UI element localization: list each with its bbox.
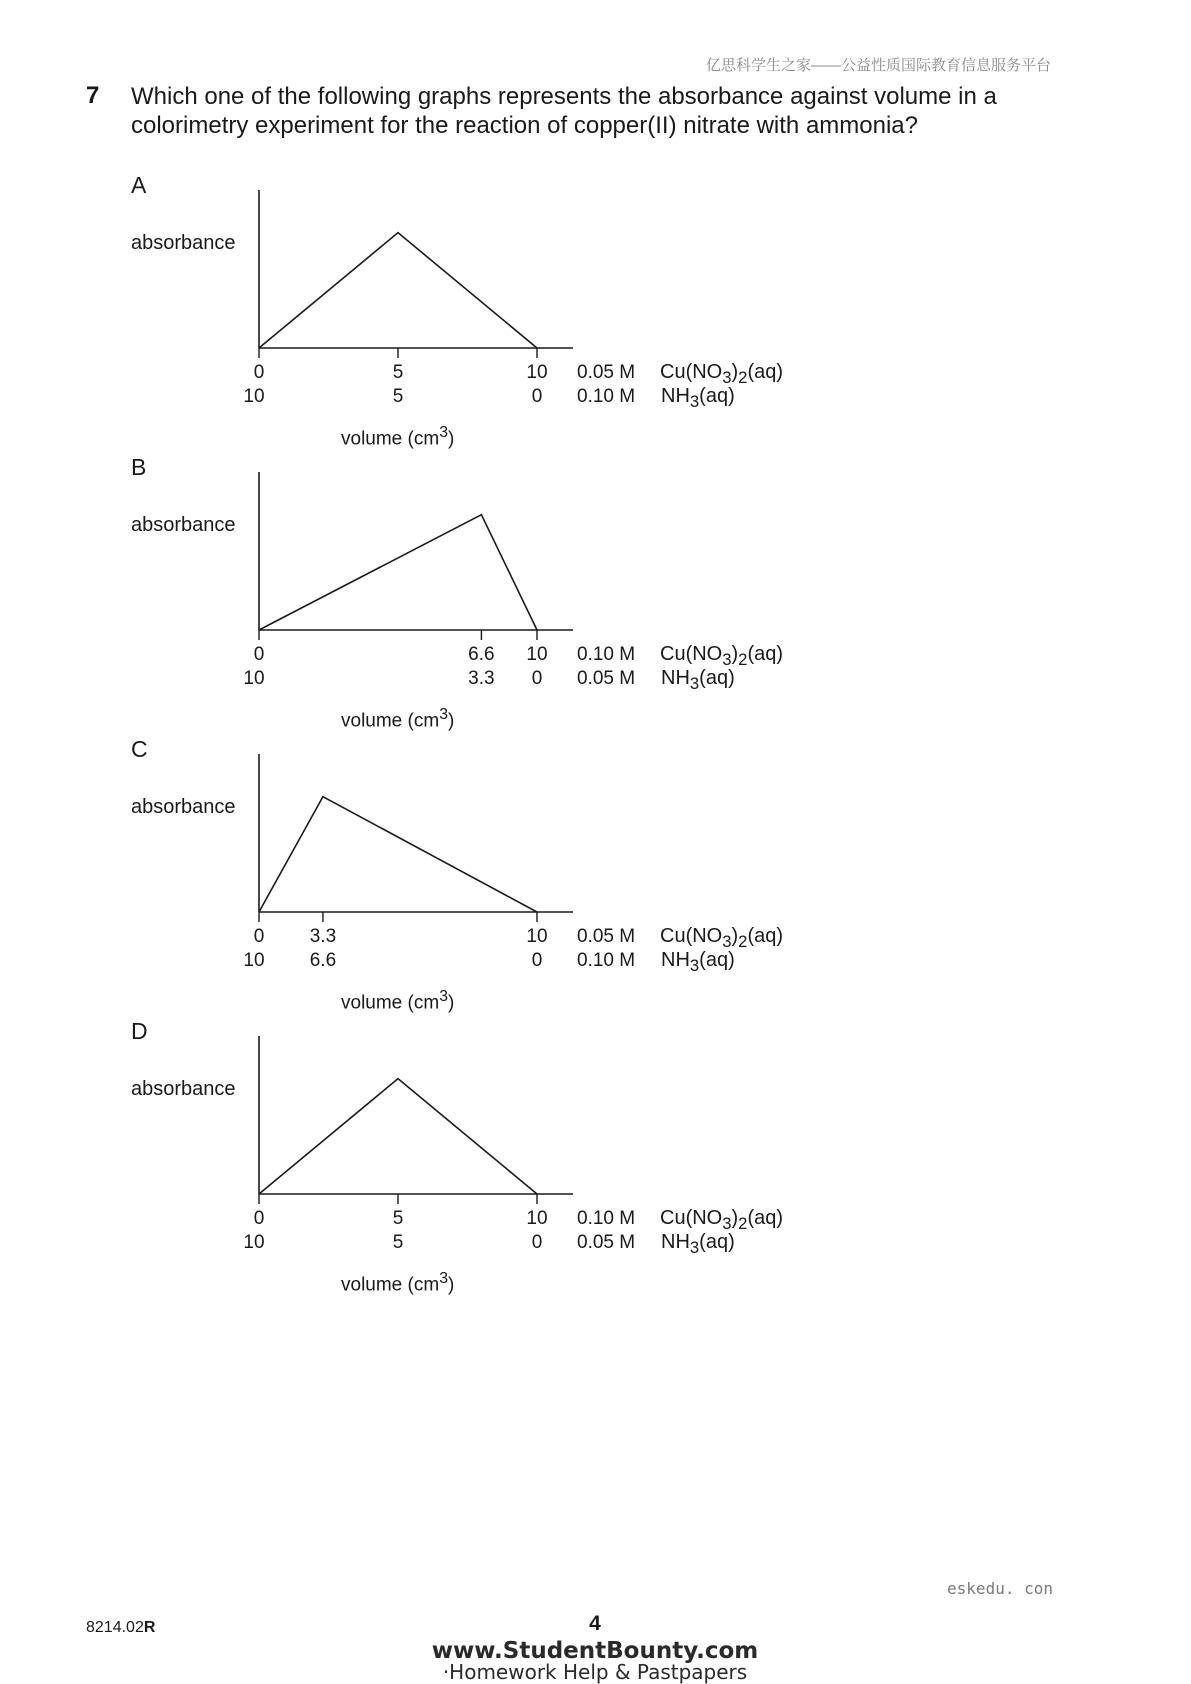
tick-label-nh3: 10 [243, 1232, 265, 1253]
absorbance-curve [259, 515, 537, 630]
option-a [0, 172, 1191, 454]
tick-label-nh3: 10 [243, 668, 265, 689]
tick-label-nh3: 3.3 [468, 668, 495, 689]
x-axis-label [341, 1270, 454, 1296]
x-label-superscript: 3 [439, 988, 448, 1005]
reagent-copper-nitrate [660, 1207, 783, 1234]
watermark: eskedu. con [947, 1579, 1053, 1598]
concentration-nh3: 0.10 M [577, 950, 636, 971]
x-label-text: volume (cm [341, 710, 440, 732]
x-label-close: ) [448, 992, 455, 1014]
tick-label-cu: 0 [253, 644, 265, 665]
x-label-superscript: 3 [439, 1270, 448, 1287]
paper-code-suffix: R [143, 1619, 156, 1636]
formula-part: (aq) [747, 361, 784, 383]
x-label-text: volume (cm [341, 1274, 440, 1296]
tick-label-nh3: 0 [531, 386, 543, 407]
formula-part: Cu(NO [660, 1207, 723, 1229]
tick-label-nh3: 0 [531, 668, 543, 689]
formula-part: (aq) [699, 667, 735, 689]
x-label-text: volume (cm [341, 992, 440, 1014]
graph-c [0, 736, 800, 936]
paper-code-main: 8214.02 [86, 1619, 144, 1636]
option-d [0, 1018, 1191, 1300]
tick-label-cu: 10 [526, 362, 548, 383]
option-c [0, 736, 1191, 1018]
tick-label-cu: 10 [526, 926, 548, 947]
tick-label-nh3: 0 [531, 1232, 543, 1253]
studentbounty-logo [431, 1638, 759, 1684]
concentration-cu: 0.05 M [577, 362, 636, 383]
reagent-ammonia [661, 385, 735, 412]
y-axis-label: absorbance [131, 514, 236, 536]
formula-part: (aq) [699, 385, 735, 407]
logo-line-1: www.StudentBounty.com [431, 1638, 759, 1664]
formula-part: NH [661, 1231, 690, 1253]
reagent-copper-nitrate [660, 925, 783, 952]
header-note: 亿思科学生之家——公益性质国际教育信息服务平台 [705, 57, 1051, 74]
x-label-superscript: 3 [439, 424, 448, 441]
formula-subscript: 3 [689, 392, 700, 411]
tick-label-nh3: 5 [392, 386, 404, 407]
tick-label-cu: 5 [392, 1208, 404, 1229]
option-letter: A [131, 172, 147, 198]
reagent-copper-nitrate [660, 361, 783, 388]
option-letter: D [131, 1018, 148, 1044]
formula-part: NH [661, 949, 690, 971]
tick-label-cu: 0 [253, 1208, 265, 1229]
tick-label-nh3: 0 [531, 950, 543, 971]
absorbance-curve [259, 797, 537, 912]
formula-part: (aq) [747, 643, 784, 665]
formula-part: ) [731, 361, 739, 383]
formula-part: (aq) [699, 949, 735, 971]
reagent-copper-nitrate [660, 643, 783, 670]
tick-label-cu: 5 [392, 362, 404, 383]
x-label-close: ) [448, 710, 455, 732]
tick-label-cu: 0 [253, 362, 265, 383]
formula-subscript: 2 [738, 368, 748, 387]
y-axis-label: absorbance [131, 1078, 236, 1100]
formula-part: (aq) [747, 925, 784, 947]
question-number: 7 [86, 82, 100, 109]
tick-label-nh3: 5 [392, 1232, 404, 1253]
x-label-text: volume (cm [341, 428, 440, 450]
formula-subscript: 3 [722, 368, 732, 387]
tick-label-cu: 10 [526, 1208, 548, 1229]
tick-label-cu: 0 [253, 926, 265, 947]
absorbance-curve [259, 1079, 537, 1194]
concentration-nh3: 0.05 M [577, 1232, 636, 1253]
concentration-nh3: 0.10 M [577, 386, 636, 407]
formula-subscript: 3 [689, 1238, 700, 1257]
reagent-ammonia [661, 667, 735, 694]
formula-part: NH [661, 385, 690, 407]
graph-a [0, 172, 800, 372]
tick-label-nh3: 10 [243, 950, 265, 971]
formula-subscript: 3 [689, 674, 700, 693]
concentration-nh3: 0.05 M [577, 668, 636, 689]
tick-label-cu: 3.3 [309, 926, 337, 947]
tick-label-cu: 10 [526, 644, 548, 665]
x-axis-label [341, 706, 454, 732]
formula-subscript: 2 [738, 932, 748, 951]
formula-part: ) [731, 925, 739, 947]
x-label-close: ) [448, 428, 455, 450]
formula-part: (aq) [699, 1231, 735, 1253]
tick-label-nh3: 10 [243, 386, 265, 407]
concentration-cu: 0.10 M [577, 644, 636, 665]
formula-part: (aq) [747, 1207, 784, 1229]
tick-label-nh3: 6.6 [309, 950, 337, 971]
graph-b [0, 454, 800, 654]
y-axis-label: absorbance [131, 796, 236, 818]
concentration-cu: 0.05 M [577, 926, 636, 947]
formula-part: ) [731, 1207, 739, 1229]
question-text: Which one of the following graphs represents the absorbance against volume in a colorimetry experiment for the reaction of copper(II) nitrate with ammonia? [131, 83, 997, 139]
reagent-ammonia [661, 949, 735, 976]
x-label-close: ) [448, 1274, 455, 1296]
paper-code [86, 1619, 155, 1637]
formula-part: Cu(NO [660, 643, 723, 665]
x-axis-label [341, 988, 454, 1014]
option-letter: B [131, 454, 147, 480]
absorbance-curve [259, 233, 537, 348]
formula-part: Cu(NO [660, 925, 723, 947]
concentration-cu: 0.10 M [577, 1208, 636, 1229]
formula-subscript: 2 [738, 650, 748, 669]
logo-line-2: ·Homework Help & Pastpapers [442, 1660, 748, 1684]
x-axis-label [341, 424, 454, 450]
page-number: 4 [589, 1612, 601, 1635]
formula-subscript: 3 [722, 932, 732, 951]
formula-subscript: 2 [738, 1214, 748, 1233]
formula-subscript: 3 [722, 1214, 732, 1233]
reagent-ammonia [661, 1231, 735, 1258]
formula-part: ) [731, 643, 739, 665]
x-label-superscript: 3 [439, 706, 448, 723]
option-letter: C [131, 736, 148, 762]
formula-part: NH [661, 667, 690, 689]
y-axis-label: absorbance [131, 232, 236, 254]
tick-label-cu: 6.6 [468, 644, 495, 665]
formula-part: Cu(NO [660, 361, 723, 383]
formula-subscript: 3 [722, 650, 732, 669]
option-b [0, 454, 1191, 736]
formula-subscript: 3 [689, 956, 700, 975]
graph-d [0, 1018, 800, 1218]
